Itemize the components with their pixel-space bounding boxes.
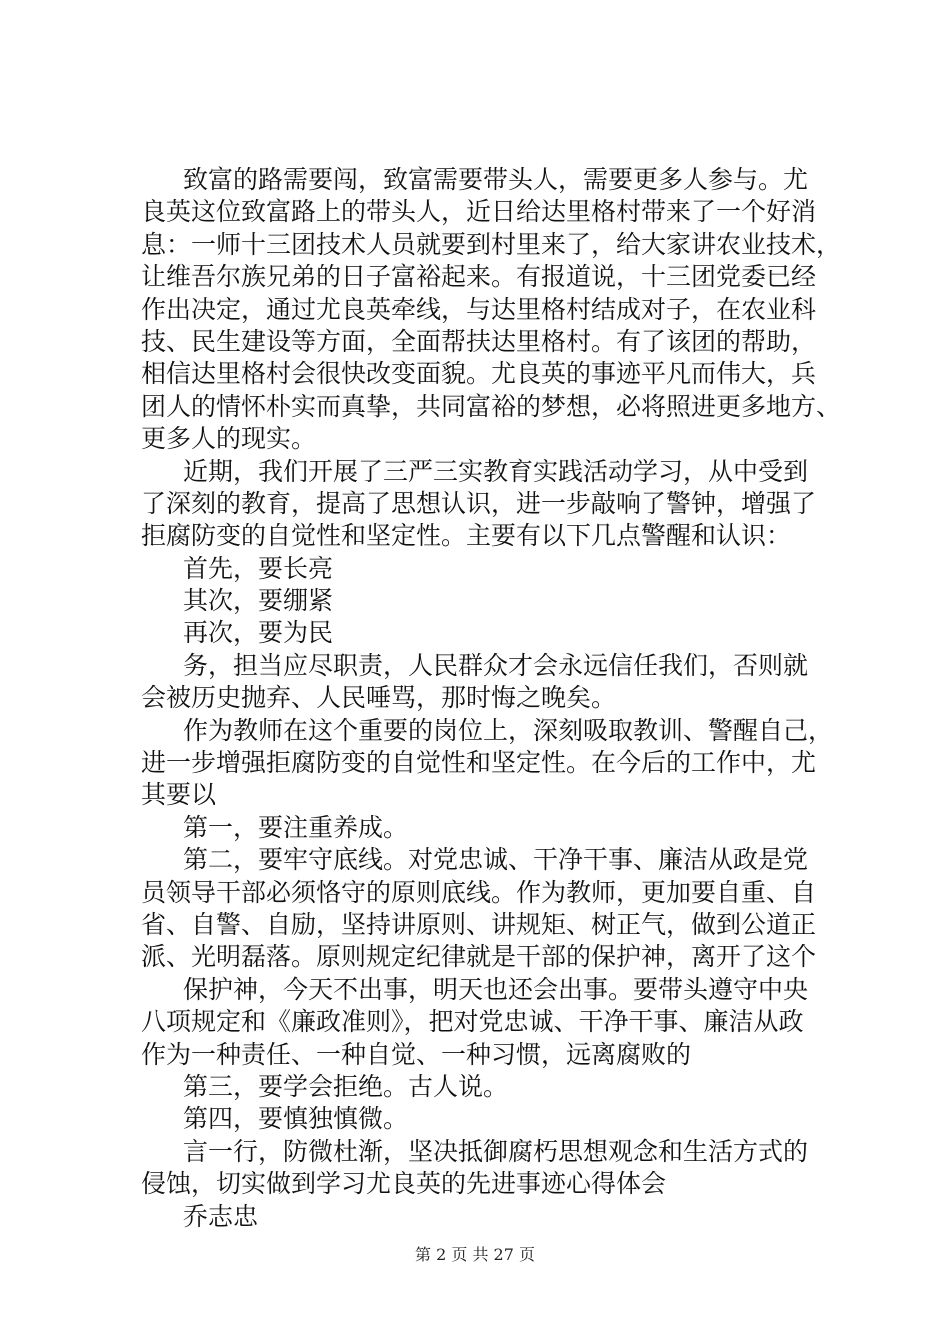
text-line: 派、光明磊落。原则规定纪律就是干部的保护神，离开了这个 — [141, 942, 817, 972]
text-line: 务，担当应尽职责，人民群众才会永远信任我们，否则就 — [183, 650, 809, 680]
text-line: 第四，要慎独慎微。 — [183, 1104, 409, 1134]
text-line: 保护神，今天不出事，明天也还会出事。要带头遵守中央 — [183, 974, 809, 1004]
text-line: 了深刻的教育，提高了思想认识，进一步敲响了警钟，增强了 — [141, 488, 817, 518]
text-line: 相信达里格村会很快改变面貌。尤良英的事迹平凡而伟大，兵 — [141, 359, 817, 389]
text-line: 第二，要牢守底线。对党忠诚、干净干事、廉洁从政是党 — [183, 845, 809, 875]
text-line: 其要以 — [141, 780, 217, 810]
text-line: 技、民生建设等方面，全面帮扶达里格村。有了该团的帮助， — [141, 326, 817, 356]
document-body — [141, 164, 841, 1233]
text-line: 作为教师在这个重要的岗位上，深刻吸取教训、警醒自己， — [183, 715, 834, 745]
text-line: 息：一师十三团技术人员就要到村里来了，给大家讲农业技术， — [141, 229, 842, 259]
text-line: 让维吾尔族兄弟的日子富裕起来。有报道说，十三团党委已经 — [141, 262, 817, 292]
text-line: 首先，要长亮 — [183, 553, 334, 583]
text-line: 会被历史抛弃、人民唾骂，那时悔之晚矣。 — [141, 683, 617, 713]
text-line: 乔志忠 — [183, 1201, 259, 1231]
text-line: 第三，要学会拒绝。古人说。 — [183, 1071, 509, 1101]
text-line: 其次，要绷紧 — [183, 586, 334, 616]
text-line: 言一行，防微杜渐，坚决抵御腐朽思想观念和生活方式的 — [183, 1136, 809, 1166]
text-line: 侵蚀，切实做到学习尤良英的先进事迹心得体会 — [141, 1169, 667, 1199]
text-line: 省、自警、自励，坚持讲原则、讲规矩、树正气，做到公道正 — [141, 909, 817, 939]
text-line: 更多人的现实。 — [141, 424, 317, 454]
text-line: 近期，我们开展了三严三实教育实践活动学习，从中受到 — [183, 456, 809, 486]
text-line: 再次，要为民 — [183, 618, 334, 648]
text-line: 致富的路需要闯，致富需要带头人，需要更多人参与。尤 — [183, 165, 809, 194]
text-line: 良英这位致富路上的带头人，近日给达里格村带来了一个好消 — [141, 197, 817, 227]
text-line: 拒腐防变的自觉性和坚定性。主要有以下几点警醒和认识： — [141, 521, 792, 551]
text-line: 团人的情怀朴实而真挚，共同富裕的梦想，必将照进更多地方、 — [141, 391, 842, 421]
text-line: 作出决定，通过尤良英牵线，与达里格村结成对子，在农业科 — [141, 294, 817, 324]
text-line: 八项规定和《廉政准则》，把对党忠诚、干净干事、廉洁从政 — [141, 1007, 804, 1037]
text-line: 员领导干部必须恪守的原则底线。作为教师，更加要自重、自 — [141, 877, 817, 907]
text-line: 第一，要注重养成。 — [183, 812, 409, 842]
text-line: 作为一种责任、一种自觉、一种习惯，远离腐败的 — [141, 1039, 692, 1069]
page-footer: 第 2 页 共 27 页 — [415, 1245, 535, 1264]
text-line: 进一步增强拒腐防变的自觉性和坚定性。在今后的工作中，尤 — [141, 748, 817, 778]
